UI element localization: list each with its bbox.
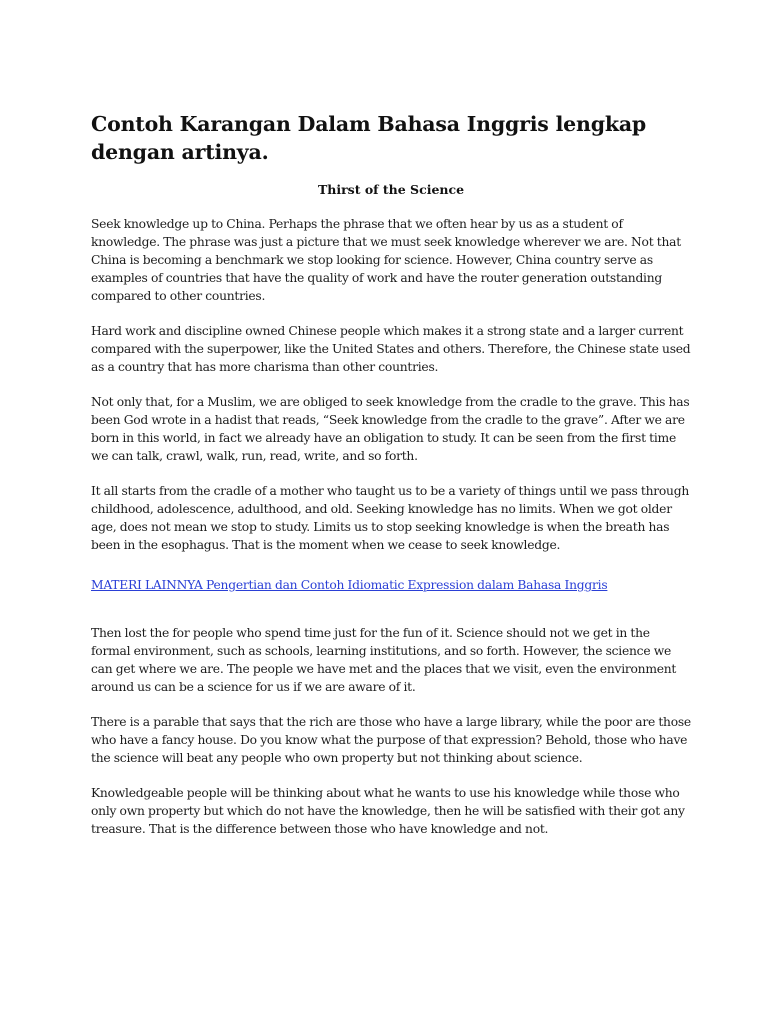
paragraph-6: There is a parable that says that the rich are those who have a large library, while the poor are those who have a fancy house. Do you know what the purpose of that expression? Behold, those who have the science will beat any people who own property but not thinking about science. xyxy=(91,715,691,765)
paragraph-3: Not only that, for a Muslim, we are obliged to seek knowledge from the cradle to the grave. This has been God wrote in a hadist that reads, “Seek knowledge from the cradle to the grave”. After we are born in this world, in fact we already have an obligation to study. It can be seen from the first time we can talk, crawl, walk, run, read, write, and so forth. xyxy=(91,395,690,463)
paragraph-2: Hard work and discipline owned Chinese people which makes it a strong state and a larger current compared with the superpower, like the United States and others. Therefore, the Chinese state used as a country that has more charisma than other countries. xyxy=(91,324,691,374)
paragraph-7: Knowledgeable people will be thinking about what he wants to use his knowledge while those who only own property but which do not have the knowledge, then he will be satisfied with their got any treasure. That is the difference between those who have knowledge and not. xyxy=(91,786,685,836)
paragraph-5: Then lost the for people who spend time just for the fun of it. Science should not we get in the formal environment, such as schools, learning institutions, and so forth. However, the science we can get where we are. The people we have met and the places that we visit, even the environment around us can be a science for us if we are aware of it. xyxy=(91,626,677,694)
related-link-container xyxy=(91,576,691,594)
related-article-link[interactable]: MATERI LAINNYA Pengertian dan Contoh Idiomatic Expression dalam Bahasa Inggris xyxy=(91,578,608,592)
document-page xyxy=(91,110,691,855)
paragraph-4: It all starts from the cradle of a mother who taught us to be a variety of things until we pass through childhood, adolescence, adulthood, and old. Seeking knowledge has no limits. When we got older age, does not mean we stop to study. Limits us to stop seeking knowledge is when the breath has been in the esophagus. That is the moment when we cease to seek knowledge. xyxy=(91,484,689,552)
paragraph-1: Seek knowledge up to China. Perhaps the phrase that we often hear by us as a student of knowledge. The phrase was just a picture that we must seek knowledge wherever we are. Not that China is becoming a benchmark we stop looking for science. However, China country serve as examples of countries that have the quality of work and have the router generation outstanding compared to other countries. xyxy=(91,217,681,303)
essay-title: Thirst of the Science xyxy=(317,182,465,197)
page-title: Contoh Karangan Dalam Bahasa Inggris lengkap dengan artinya. xyxy=(91,112,647,164)
